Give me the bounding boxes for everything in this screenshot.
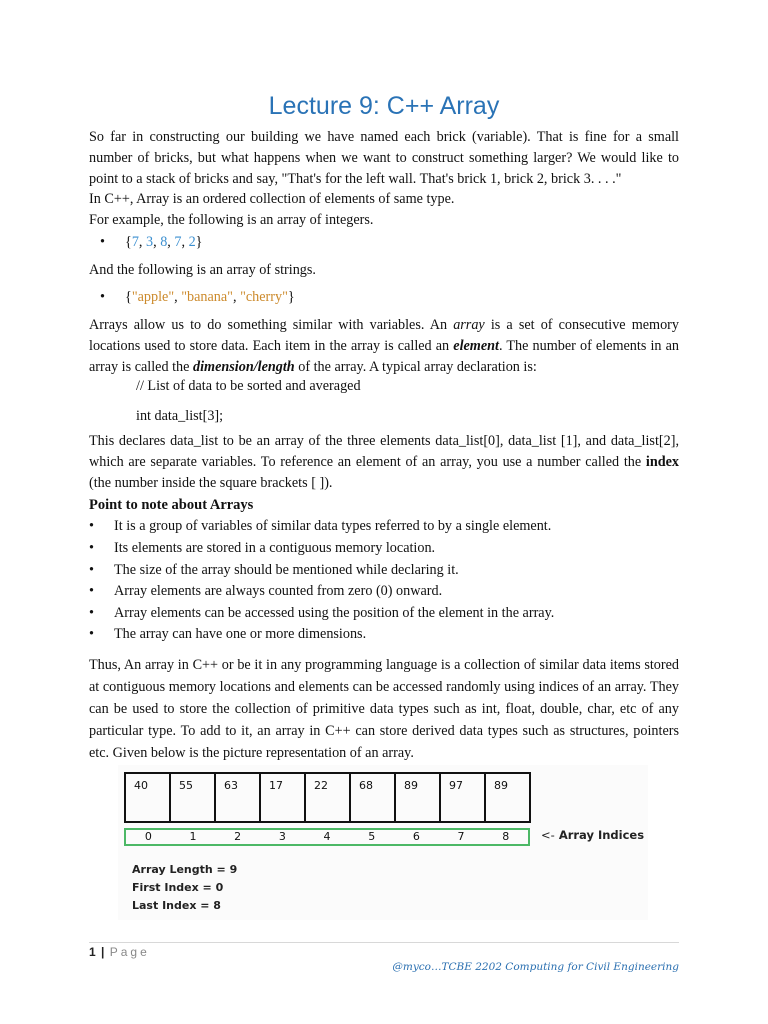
declares-paragraph: This declares data_list to be an array of the three elements data_list[0], data_list [1], and data_list[2], which are separate variables. To reference an element of an array, you use a number called the index (the number inside the square brackets [ ]).: [89, 433, 679, 491]
array-index: 2: [234, 830, 242, 843]
bullet-icon: •: [89, 518, 94, 534]
array-index: 1: [189, 830, 197, 843]
array-cells: [124, 772, 531, 823]
array-index: 7: [457, 830, 465, 843]
footer-credit: @myco…TCBE 2202 Computing for Civil Engineering: [392, 961, 679, 973]
array-cell: 40: [126, 774, 171, 821]
array-index: 5: [368, 830, 376, 843]
array-cell: 89: [396, 774, 441, 821]
first-index-stat: First Index = 0: [132, 881, 224, 894]
array-cell: 63: [216, 774, 261, 821]
term-array: array: [453, 317, 485, 333]
summary-paragraph: Thus, An array in C++ or be it in any programming language is a collection of similar data items stored at contiguous memory locations and elements can be accessed randomly using indices of an array. They can be used to store the collection of primitive data types such as int, float, double, char, etc of any particular type. To add to it, an array in C++ can store derived data types such as structures, pointers etc. Given below is the picture representation of an array.: [89, 657, 679, 761]
array-index: 6: [412, 830, 420, 843]
definition-line-2: For example, the following is an array of integers.: [89, 212, 374, 228]
array-cell: 97: [441, 774, 486, 821]
array-cell: 68: [351, 774, 396, 821]
page-number: 1 | Page: [89, 945, 150, 959]
array-cell: 17: [261, 774, 306, 821]
strings-intro: And the following is an array of strings.: [89, 262, 316, 278]
int-array-example: • {7, 3, 8, 7, 2}: [100, 232, 202, 253]
point-item: • Array elements are always counted from zero (0) onward.: [89, 581, 442, 602]
points-heading: Point to note about Arrays: [89, 497, 254, 513]
array-indices-label: <- Array Indices: [541, 828, 645, 842]
bullet-icon: •: [100, 234, 105, 250]
term-dimension: dimension/length: [193, 359, 295, 375]
point-item: • The size of the array should be mentioned while declaring it.: [89, 560, 459, 581]
left-arrow-icon: <-: [541, 828, 555, 842]
array-cell: 89: [494, 779, 508, 792]
string-array-example: • {"apple", "banana", "cherry"}: [100, 287, 295, 308]
arrays-definition-paragraph: Arrays allow us to do something similar with variables. An array is a set of consecutive memory locations used to store data. Each item in the array is called an element. The number of elements in an array is called the dimension/length of the array. A typical array declaration is:: [89, 317, 680, 375]
bullet-icon: •: [89, 540, 94, 556]
term-element: element: [453, 338, 499, 354]
last-index-stat: Last Index = 8: [132, 899, 221, 912]
array-index: 4: [323, 830, 331, 843]
code-comment: // List of data to be sorted and averaged: [136, 378, 361, 394]
footer-divider: [89, 942, 679, 943]
point-item: • Its elements are stored in a contiguous memory location.: [89, 538, 435, 559]
term-index: index: [645, 454, 679, 470]
definition-line-1: In C++, Array is an ordered collection of elements of same type.: [89, 191, 455, 207]
code-declaration: int data_list[3];: [136, 408, 224, 424]
array-stats: [132, 861, 237, 915]
array-diagram: [118, 765, 648, 920]
array-length-stat: Array Length = 9: [132, 863, 238, 876]
bullet-icon: •: [89, 626, 94, 642]
bullet-icon: •: [89, 583, 94, 599]
point-item: • Array elements can be accessed using the position of the element in the array.: [89, 603, 554, 624]
intro-paragraph: So far in constructing our building we have named each brick (variable). That is fine for a small number of bricks, but what happens when we want to construct something larger? We would like to point to a stack of bricks and say, "That's for the left wall. That's brick 1, brick 2, brick 3. . . .": [89, 129, 679, 187]
array-indices-bar: [124, 828, 530, 846]
point-item: • The array can have one or more dimensions.: [89, 624, 366, 645]
bullet-icon: •: [100, 289, 105, 305]
array-index: 0: [144, 830, 152, 843]
bullet-icon: •: [89, 605, 94, 621]
bullet-icon: •: [89, 562, 94, 578]
array-index: 3: [278, 830, 286, 843]
array-cell: 55: [171, 774, 216, 821]
array-cell: 22: [306, 774, 351, 821]
page-title: Lecture 9: C++ Array: [268, 92, 500, 120]
array-index: 8: [502, 830, 510, 843]
point-item: • It is a group of variables of similar data types referred to by a single element.: [89, 516, 551, 537]
